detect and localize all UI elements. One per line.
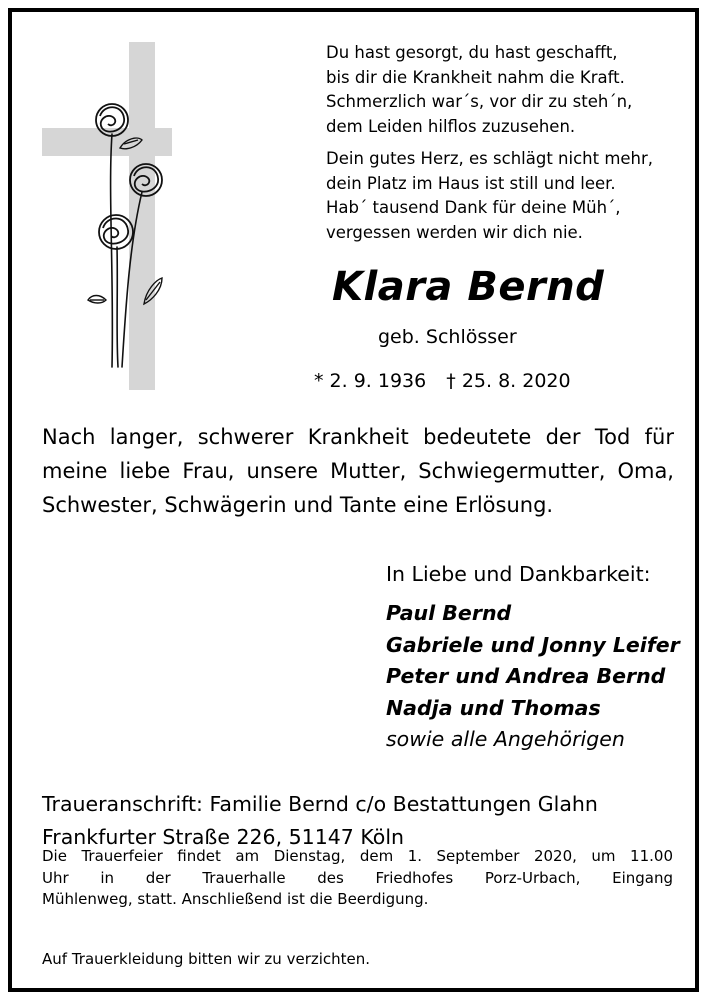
- rose-icon: [99, 215, 133, 249]
- cross-icon: [42, 42, 172, 390]
- poem-line: Schmerzlich war´s, vor dir zu steh´n,: [326, 92, 633, 111]
- deceased-name: Klara Bernd: [332, 264, 605, 310]
- mourning-address: [42, 788, 598, 854]
- birth-date: * 2. 9. 1936: [314, 370, 427, 392]
- mourner-name: Gabriele und Jonny Leifer: [386, 632, 680, 657]
- mourner-name: Peter und Andrea Bernd: [386, 664, 666, 688]
- funeral-line: Uhr in der Trauerhalle des Friedhofes Porz-Urbach, Eingang: [42, 868, 673, 887]
- announcement-line: Nach langer, schwerer Krankheit bedeutete der Tod für: [42, 425, 674, 449]
- announcement-line: meine liebe Frau, unsere Mutter, Schwiegermutter, Oma,: [42, 459, 674, 483]
- poem-line: Hab´ tausend Dank für deine Müh´,: [326, 198, 621, 217]
- address-line: Frankfurter Straße 226, 51147 Köln: [42, 825, 405, 849]
- mourner-name: Paul Bernd: [386, 601, 512, 625]
- cross-with-roses-illustration: [42, 42, 172, 402]
- birth-name: geb. Schlösser: [378, 326, 517, 348]
- other-relatives: sowie alle Angehörigen: [386, 727, 625, 751]
- rose-icon: [96, 104, 128, 136]
- poem-line: dein Platz im Haus ist still und leer.: [326, 173, 616, 193]
- signoff: In Liebe und Dankbarkeit:: [386, 562, 651, 586]
- poem-stanza-1: [326, 41, 686, 139]
- obituary-frame: [8, 8, 699, 992]
- funeral-line: Mühlenweg, statt. Anschließend ist die Beerdigung.: [42, 890, 429, 908]
- attire-request: Auf Trauerkleidung bitten wir zu verzichten.: [42, 950, 371, 968]
- death-date: † 25. 8. 2020: [446, 370, 571, 392]
- announcement-line: Schwester, Schwägerin und Tante eine Erlösung.: [42, 493, 554, 517]
- mourners-list: [386, 598, 680, 756]
- poem-line: bis dir die Krankheit nahm die Kraft.: [326, 67, 625, 87]
- poem-line: vergessen werden wir dich nie.: [326, 222, 583, 242]
- announcement-text: [42, 420, 674, 522]
- poem-line: Dein gutes Herz, es schlägt nicht mehr,: [326, 149, 654, 168]
- poem-line: dem Leiden hilflos zuzusehen.: [326, 116, 576, 136]
- mourner-name: Nadja und Thomas: [386, 695, 601, 720]
- funeral-details: [42, 846, 673, 911]
- funeral-line: Die Trauerfeier findet am Dienstag, dem 1. September 2020, um 11.00: [42, 847, 673, 865]
- poem-line: Du hast gesorgt, du hast geschafft,: [326, 43, 618, 62]
- address-line: Traueranschrift: Familie Bernd c/o Bestattungen Glahn: [42, 792, 598, 816]
- poem-stanza-2: [326, 147, 686, 245]
- life-dates: [314, 370, 571, 392]
